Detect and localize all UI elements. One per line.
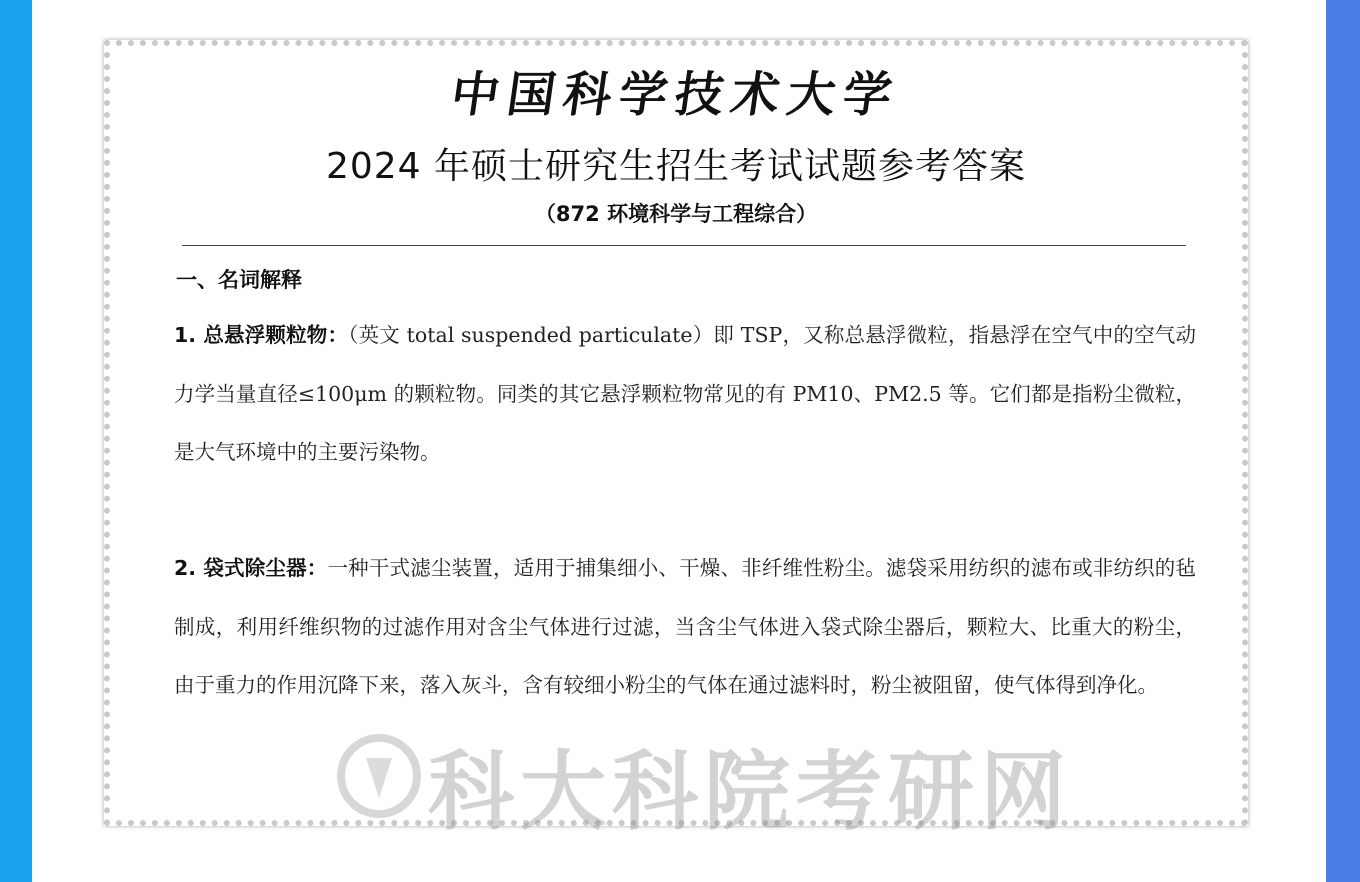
document-content (110, 46, 1242, 842)
definition-paragraph (174, 539, 1196, 715)
left-accent-bar (0, 0, 32, 882)
document-title: 2024 年硕士研究生招生考试试题参考答案 (325, 146, 1027, 187)
title-divider (182, 245, 1186, 246)
definition-text: 一种干式滤尘装置，适用于捕集细小、干燥、非纤维性粉尘。滤袋采用纺织的滤布或非纺织的毡制成，利用纤维织物的过滤作用对含尘气体进行过滤，当含尘气体进入袋式除尘器后，颗粒大、比重大的粉尘，由于重力的作用沉降下来，落入灰斗，含有较细小粉尘的气体在通过滤料时，粉尘被阻留，使气体得到净化。 (174, 556, 1196, 697)
document-subtitle: （872 环境科学与工程综合） (534, 202, 818, 226)
section-heading: 一、名词解释 (176, 268, 302, 292)
document-card (104, 40, 1248, 842)
definition-paragraph (174, 306, 1196, 482)
definition-term: 1. 总悬浮颗粒物： (174, 323, 349, 347)
definition-text: （英文 total suspended particulate）即 TSP，又称总悬浮微粒，指悬浮在空气中的空气动力学当量直径≤100μm 的颗粒物。同类的其它悬浮颗粒物常见的有 PM10、PM2.5 等。它们都是指粉尘微粒，是大气环境中的主要污染物。 (174, 323, 1196, 464)
watermark (336, 722, 1236, 842)
right-accent-bar (1326, 0, 1360, 882)
watermark-text: 科大科院考研网 (428, 742, 1072, 842)
watermark-logo-icon (336, 728, 422, 824)
university-name: 中国科学技术大学 (447, 67, 904, 123)
definition-term: 2. 袋式除尘器： (174, 556, 328, 580)
